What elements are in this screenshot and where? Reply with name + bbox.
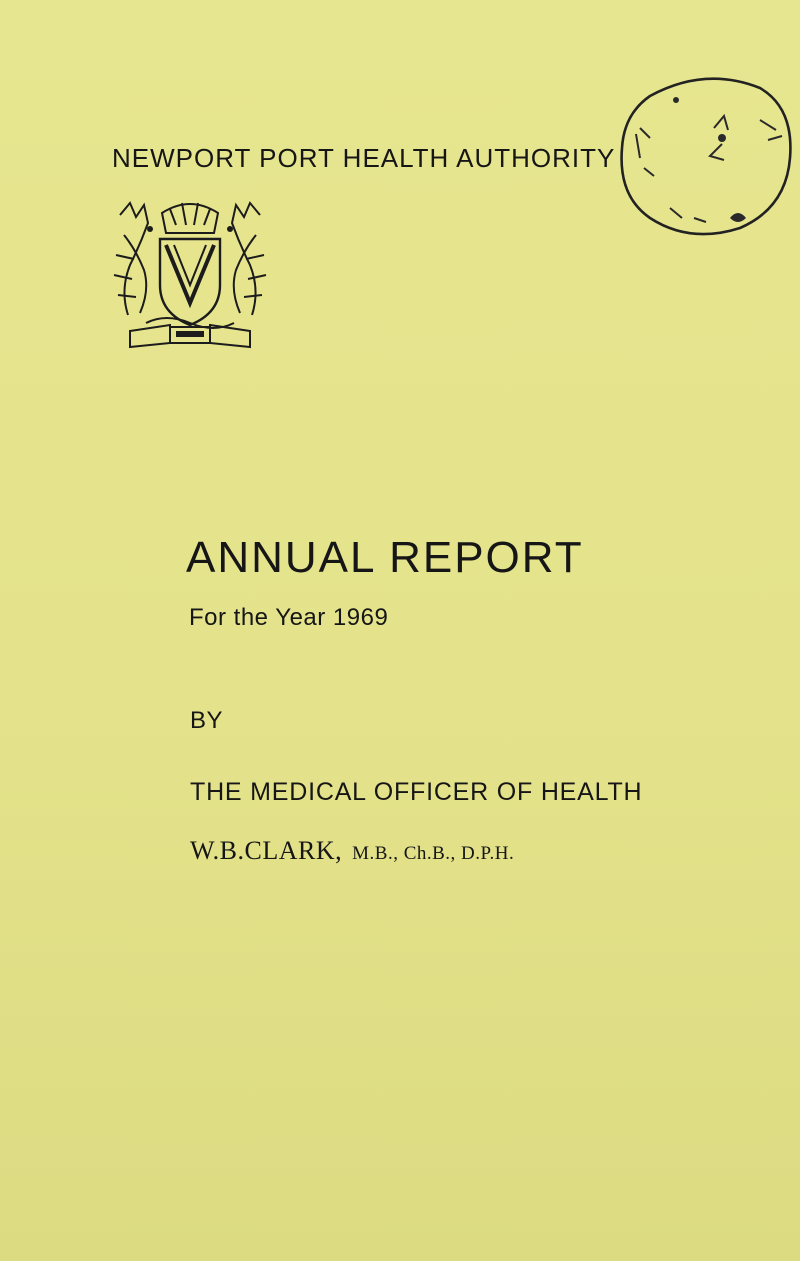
officer-qualifications: M.B., Ch.B., D.P.H. — [352, 843, 515, 864]
coat-of-arms-icon — [110, 195, 270, 350]
report-year: For the Year 1969 — [189, 604, 389, 631]
authority-name: NEWPORT PORT HEALTH AUTHORITY — [112, 143, 616, 173]
officer-title: THE MEDICAL OFFICER OF HEALTH — [190, 778, 643, 806]
library-stamp-icon — [610, 68, 800, 243]
report-title: ANNUAL REPORT — [186, 533, 584, 582]
officer-credit — [190, 836, 514, 866]
officer-name: W.B.CLARK, — [190, 836, 343, 865]
report-by: BY — [190, 707, 224, 734]
